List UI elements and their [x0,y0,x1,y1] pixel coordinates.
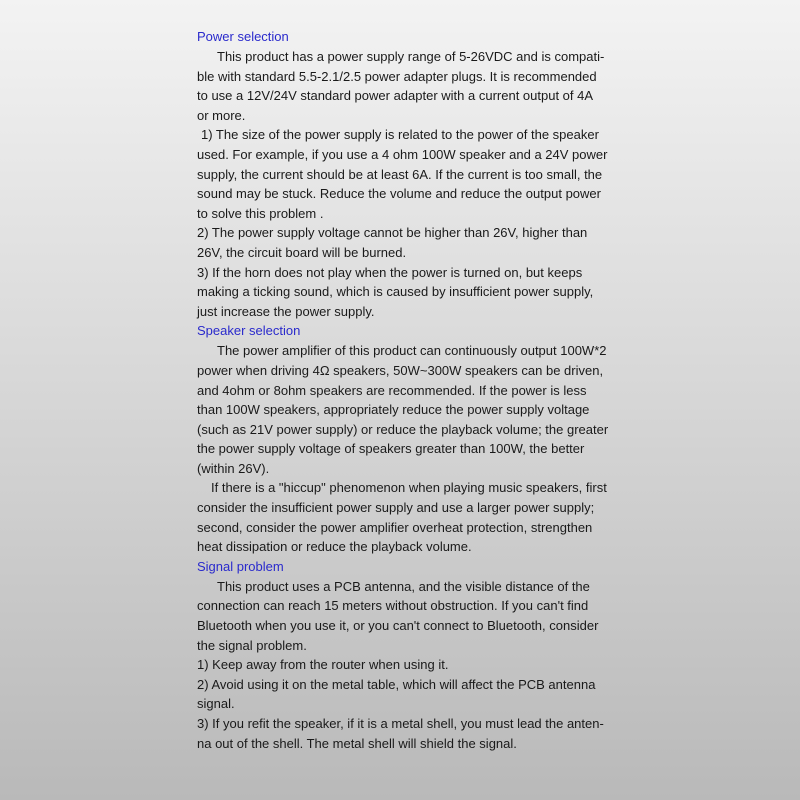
paragraph-line: than 100W speakers, appropriately reduce the power supply voltage [197,402,590,418]
paragraph-line: The power amplifier of this product can continuously output 100W*2 [217,343,607,359]
paragraph-line: Bluetooth when you use it, or you can't connect to Bluetooth, consider [197,618,599,634]
paragraph-line: na out of the shell. The metal shell will shield the signal. [197,735,517,751]
paragraph-line: power when driving 4Ω speakers, 50W~300W speakers can be driven, [197,362,604,378]
paragraph-line: 1) Keep away from the router when using it. [197,657,449,673]
paragraph-line: signal. [197,696,235,712]
paragraph-line: the signal problem. [197,637,307,653]
paragraph-line: the power supply voltage of speakers greater than 100W, the better [197,441,585,457]
paragraph-line: This product has a power supply range of 5-26VDC and is compati- [217,49,605,64]
section-heading-signal: Signal problem [197,558,284,574]
paragraph-line: 2) The power supply voltage cannot be higher than 26V, higher than [197,225,588,241]
paragraph-line: ble with standard 5.5-2.1/2.5 power adapter plugs. It is recommended [197,68,597,84]
paragraph-line: 3) If the horn does not play when the power is turned on, but keeps [197,264,583,280]
paragraph-line: 1) The size of the power supply is related to the power of the speaker [201,127,599,143]
paragraph-line: (such as 21V power supply) or reduce the playback volume; the greater [197,421,609,437]
instruction-page [197,27,609,753]
section-heading-speaker: Speaker selection [197,323,301,339]
paragraph-line: sound may be stuck. Reduce the volume and reduce the output power [197,186,601,202]
paragraph-line: If there is a "hiccup" phenomenon when playing music speakers, first [211,480,607,496]
paragraph-line: just increase the power supply. [197,303,375,319]
paragraph-line: This product uses a PCB antenna, and the visible distance of the [217,578,590,594]
paragraph-line: 26V, the circuit board will be burned. [197,244,407,260]
paragraph-line: consider the insufficient power supply and use a larger power supply; [197,500,595,516]
paragraph-line: supply, the current should be at least 6A. If the current is too small, the [197,166,603,182]
paragraph-line: (within 26V). [197,460,270,476]
paragraph-line: to solve this problem . [197,205,324,221]
paragraph-line: to use a 12V/24V standard power adapter with a current output of 4A [197,88,594,104]
paragraph-line: or more. [197,107,246,123]
paragraph-line: making a ticking sound, which is caused by insufficient power supply, [197,284,594,300]
paragraph-line: heat dissipation or reduce the playback volume. [197,539,472,555]
paragraph-line: second, consider the power amplifier overheat protection, strengthen [197,519,593,535]
paragraph-line: 2) Avoid using it on the metal table, which will affect the PCB antenna [197,676,596,692]
paragraph-line: used. For example, if you use a 4 ohm 100W speaker and a 24V power [197,146,608,162]
section-heading-power: Power selection [197,29,289,44]
paragraph-line: and 4ohm or 8ohm speakers are recommended. If the power is less [197,382,587,398]
paragraph-line: connection can reach 15 meters without obstruction. If you can't find [197,598,589,614]
paragraph-line: 3) If you refit the speaker, if it is a metal shell, you must lead the anten- [197,716,604,731]
